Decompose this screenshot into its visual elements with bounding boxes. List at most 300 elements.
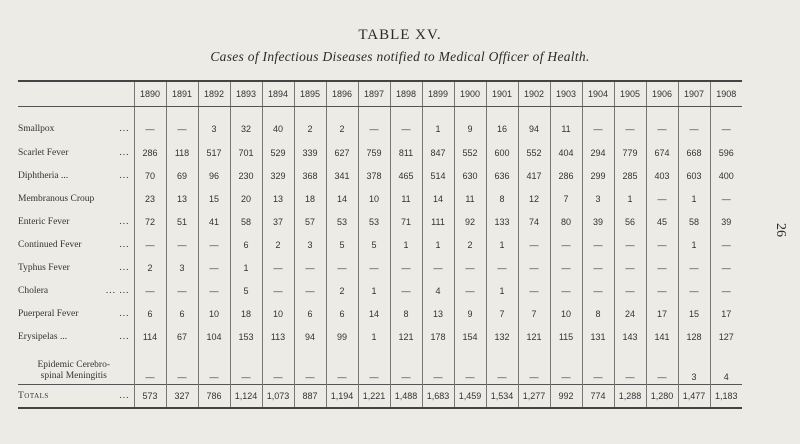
row-label [18,348,134,385]
value-cell-1891: 118 [166,141,198,164]
value-cell-1900: 9 [454,107,486,142]
row-label [18,385,134,409]
value-cell-1892: 104 [198,325,230,348]
value-cell-1900: — [454,256,486,279]
value-cell-1896: 5 [326,233,358,256]
value-cell-1891: 13 [166,187,198,210]
value-cell-1899: 13 [422,302,454,325]
row-label-text: Continued Fever [18,239,82,250]
row-label-text: Diphtheria ... [18,170,69,181]
value-cell-1899: — [422,256,454,279]
value-cell-1908: — [710,187,742,210]
value-cell-1898: — [390,348,422,385]
table-row [18,107,742,142]
value-cell-1899: 111 [422,210,454,233]
value-cell-1901: — [486,348,518,385]
value-cell-1905: — [614,279,646,302]
row-label [18,233,134,256]
value-cell-1894: 329 [262,164,294,187]
value-cell-1904: 774 [582,385,614,409]
value-cell-1904: — [582,256,614,279]
value-cell-1905: — [614,256,646,279]
value-cell-1892: 517 [198,141,230,164]
value-cell-1897: 10 [358,187,390,210]
value-cell-1905: — [614,107,646,142]
value-cell-1903: — [550,256,582,279]
header-row [18,81,742,107]
value-cell-1908: 127 [710,325,742,348]
value-cell-1892: — [198,279,230,302]
value-cell-1894: 13 [262,187,294,210]
value-cell-1908: 39 [710,210,742,233]
value-cell-1899: 14 [422,187,454,210]
value-cell-1906: — [646,348,678,385]
value-cell-1898: 811 [390,141,422,164]
row-leader-dots: ... [119,216,130,227]
year-header-1896: 1896 [326,81,358,107]
value-cell-1893: 5 [230,279,262,302]
table-row [18,141,742,164]
value-cell-1895: 6 [294,302,326,325]
value-cell-1893: 58 [230,210,262,233]
value-cell-1903: 115 [550,325,582,348]
value-cell-1891: 67 [166,325,198,348]
year-header-1891: 1891 [166,81,198,107]
row-label-text: Puerperal Fever [18,308,79,319]
value-cell-1906: 1,280 [646,385,678,409]
value-cell-1905: 24 [614,302,646,325]
value-cell-1908: 400 [710,164,742,187]
value-cell-1893: 18 [230,302,262,325]
value-cell-1902: 121 [518,325,550,348]
value-cell-1890: — [134,107,166,142]
value-cell-1907: 3 [678,348,710,385]
value-cell-1897: — [358,256,390,279]
value-cell-1905: — [614,233,646,256]
value-cell-1898: — [390,107,422,142]
value-cell-1905: — [614,348,646,385]
value-cell-1896: 53 [326,210,358,233]
value-cell-1897: 378 [358,164,390,187]
value-cell-1891: 69 [166,164,198,187]
value-cell-1898: 11 [390,187,422,210]
value-cell-1890: 72 [134,210,166,233]
value-cell-1891: 51 [166,210,198,233]
value-cell-1908: — [710,233,742,256]
value-cell-1892: — [198,256,230,279]
value-cell-1902: — [518,348,550,385]
value-cell-1897: 1,221 [358,385,390,409]
value-cell-1906: — [646,279,678,302]
value-cell-1895: 887 [294,385,326,409]
year-header-1900: 1900 [454,81,486,107]
value-cell-1906: 403 [646,164,678,187]
value-cell-1890: 2 [134,256,166,279]
value-cell-1901: 1,534 [486,385,518,409]
value-cell-1898: — [390,256,422,279]
value-cell-1894: 37 [262,210,294,233]
value-cell-1905: 285 [614,164,646,187]
row-label [18,107,134,142]
value-cell-1891: — [166,107,198,142]
page-number: 26 [773,223,788,237]
value-cell-1894: — [262,256,294,279]
value-cell-1892: — [198,348,230,385]
value-cell-1895: 18 [294,187,326,210]
value-cell-1907: 1 [678,187,710,210]
table-row [18,348,742,385]
value-cell-1907: 58 [678,210,710,233]
value-cell-1902: — [518,279,550,302]
value-cell-1901: 133 [486,210,518,233]
table-row [18,385,742,409]
value-cell-1908: 4 [710,348,742,385]
row-leader-dots: ... [119,124,130,134]
value-cell-1901: 636 [486,164,518,187]
value-cell-1896: 627 [326,141,358,164]
value-cell-1900: 154 [454,325,486,348]
row-leader-dots: ... [119,147,130,158]
value-cell-1905: 143 [614,325,646,348]
value-cell-1900: 9 [454,302,486,325]
value-cell-1896: 14 [326,187,358,210]
value-cell-1900: — [454,348,486,385]
value-cell-1894: — [262,348,294,385]
value-cell-1905: 56 [614,210,646,233]
year-header-1901: 1901 [486,81,518,107]
value-cell-1890: — [134,279,166,302]
value-cell-1899: 4 [422,279,454,302]
value-cell-1890: 23 [134,187,166,210]
value-cell-1896: 99 [326,325,358,348]
value-cell-1897: 14 [358,302,390,325]
value-cell-1904: 8 [582,302,614,325]
value-cell-1906: 45 [646,210,678,233]
value-cell-1894: 40 [262,107,294,142]
value-cell-1904: 299 [582,164,614,187]
infectious-diseases-table [18,80,742,409]
value-cell-1897: 1 [358,279,390,302]
row-leader-dots: ... [119,170,130,181]
value-cell-1899: 178 [422,325,454,348]
value-cell-1894: 1,073 [262,385,294,409]
value-cell-1899: 1 [422,107,454,142]
year-header-1894: 1894 [262,81,294,107]
row-leader-dots: ... [119,239,130,250]
value-cell-1906: — [646,187,678,210]
value-cell-1903: 404 [550,141,582,164]
value-cell-1898: 121 [390,325,422,348]
row-label-text: Totals [18,391,49,401]
year-header-1903: 1903 [550,81,582,107]
value-cell-1905: 779 [614,141,646,164]
value-cell-1904: — [582,279,614,302]
value-cell-1902: 7 [518,302,550,325]
value-cell-1892: 10 [198,302,230,325]
value-cell-1895: 339 [294,141,326,164]
value-cell-1894: 113 [262,325,294,348]
row-leader-dots: ... [119,262,130,273]
value-cell-1901: — [486,256,518,279]
year-header-1890: 1890 [134,81,166,107]
value-cell-1898: — [390,279,422,302]
value-cell-1899: 1,683 [422,385,454,409]
value-cell-1894: 2 [262,233,294,256]
value-cell-1900: 552 [454,141,486,164]
year-header-1908: 1908 [710,81,742,107]
value-cell-1891: 327 [166,385,198,409]
value-cell-1894: 529 [262,141,294,164]
value-cell-1893: 20 [230,187,262,210]
value-cell-1893: 230 [230,164,262,187]
value-cell-1908: — [710,279,742,302]
value-cell-1893: 1,124 [230,385,262,409]
value-cell-1895: — [294,348,326,385]
value-cell-1906: 17 [646,302,678,325]
value-cell-1904: 3 [582,187,614,210]
value-cell-1907: 603 [678,164,710,187]
table-subtitle: Cases of Infectious Diseases notified to Medical Officer of Health. [210,49,590,64]
value-cell-1890: 114 [134,325,166,348]
row-label-text: Cholera [18,285,49,296]
value-cell-1894: — [262,279,294,302]
value-cell-1891: 3 [166,256,198,279]
row-label [18,141,134,164]
year-header-1895: 1895 [294,81,326,107]
value-cell-1904: 131 [582,325,614,348]
value-cell-1890: 70 [134,164,166,187]
value-cell-1895: 368 [294,164,326,187]
value-cell-1900: — [454,279,486,302]
value-cell-1902: 74 [518,210,550,233]
value-cell-1900: 2 [454,233,486,256]
row-label-text: Membranous Croup [18,193,95,204]
value-cell-1901: 1 [486,279,518,302]
value-cell-1890: — [134,348,166,385]
value-cell-1898: 465 [390,164,422,187]
value-cell-1906: 141 [646,325,678,348]
value-cell-1901: 132 [486,325,518,348]
value-cell-1901: 600 [486,141,518,164]
value-cell-1893: 32 [230,107,262,142]
value-cell-1905: 1,288 [614,385,646,409]
value-cell-1904: — [582,348,614,385]
year-header-1904: 1904 [582,81,614,107]
row-label [18,187,134,210]
value-cell-1906: — [646,256,678,279]
value-cell-1895: 57 [294,210,326,233]
value-cell-1898: 8 [390,302,422,325]
row-label [18,256,134,279]
row-leader-dots: ... [119,391,130,401]
value-cell-1902: 552 [518,141,550,164]
value-cell-1904: 39 [582,210,614,233]
value-cell-1903: — [550,348,582,385]
value-cell-1897: — [358,348,390,385]
value-cell-1907: 128 [678,325,710,348]
value-cell-1906: 674 [646,141,678,164]
value-cell-1907: 1,477 [678,385,710,409]
value-cell-1908: — [710,256,742,279]
value-cell-1902: — [518,233,550,256]
row-label [18,325,134,348]
value-cell-1903: 80 [550,210,582,233]
year-header-1893: 1893 [230,81,262,107]
value-cell-1903: — [550,279,582,302]
value-cell-1901: 16 [486,107,518,142]
year-header-1906: 1906 [646,81,678,107]
value-cell-1890: 573 [134,385,166,409]
value-cell-1908: 1,183 [710,385,742,409]
value-cell-1903: 286 [550,164,582,187]
value-cell-1901: 7 [486,302,518,325]
value-cell-1892: — [198,233,230,256]
value-cell-1899: 847 [422,141,454,164]
value-cell-1898: 71 [390,210,422,233]
table-row [18,279,742,302]
year-header-1899: 1899 [422,81,454,107]
value-cell-1902: 1,277 [518,385,550,409]
row-label-text: Scarlet Fever [18,147,69,158]
value-cell-1903: 10 [550,302,582,325]
value-cell-1891: 6 [166,302,198,325]
value-cell-1897: 1 [358,325,390,348]
value-cell-1893: 153 [230,325,262,348]
value-cell-1900: 11 [454,187,486,210]
value-cell-1902: 12 [518,187,550,210]
table-row [18,302,742,325]
row-leader-dots: ... ... [105,285,130,296]
year-header-1907: 1907 [678,81,710,107]
row-leader-dots: ... [119,331,130,342]
value-cell-1894: 10 [262,302,294,325]
value-cell-1908: — [710,107,742,142]
table-row [18,325,742,348]
value-cell-1907: — [678,107,710,142]
value-cell-1896: 341 [326,164,358,187]
value-cell-1891: — [166,348,198,385]
row-label-text: Erysipelas ... [18,331,68,342]
value-cell-1901: 1 [486,233,518,256]
row-label [18,164,134,187]
value-cell-1898: 1,488 [390,385,422,409]
value-cell-1907: — [678,256,710,279]
value-cell-1895: — [294,256,326,279]
value-cell-1893: 6 [230,233,262,256]
value-cell-1897: 759 [358,141,390,164]
row-label-line: spinal Meningitis [40,371,107,381]
value-cell-1895: 2 [294,107,326,142]
value-cell-1904: — [582,233,614,256]
value-cell-1895: — [294,279,326,302]
table-row [18,187,742,210]
value-cell-1900: 630 [454,164,486,187]
row-label-line: Epidemic Cerebro- [37,360,111,370]
year-header-1897: 1897 [358,81,390,107]
year-header-1892: 1892 [198,81,230,107]
value-cell-1897: 53 [358,210,390,233]
row-label-text: Enteric Fever [18,216,70,227]
value-cell-1899: 514 [422,164,454,187]
value-cell-1903: 7 [550,187,582,210]
value-cell-1907: 668 [678,141,710,164]
value-cell-1908: 17 [710,302,742,325]
value-cell-1901: 8 [486,187,518,210]
value-cell-1906: — [646,233,678,256]
value-cell-1907: — [678,279,710,302]
value-cell-1892: 15 [198,187,230,210]
value-cell-1893: — [230,348,262,385]
value-cell-1890: 6 [134,302,166,325]
value-cell-1902: 417 [518,164,550,187]
table-row [18,256,742,279]
value-cell-1897: 5 [358,233,390,256]
value-cell-1892: 786 [198,385,230,409]
row-label-text: Typhus Fever [18,262,70,273]
value-cell-1900: 92 [454,210,486,233]
header-label-cell [18,81,134,107]
year-header-1905: 1905 [614,81,646,107]
value-cell-1903: 992 [550,385,582,409]
value-cell-1890: — [134,233,166,256]
value-cell-1892: 96 [198,164,230,187]
value-cell-1892: 3 [198,107,230,142]
value-cell-1896: 1,194 [326,385,358,409]
value-cell-1896: 6 [326,302,358,325]
year-header-1898: 1898 [390,81,422,107]
value-cell-1891: — [166,279,198,302]
value-cell-1906: — [646,107,678,142]
value-cell-1896: 2 [326,107,358,142]
year-header-1902: 1902 [518,81,550,107]
value-cell-1903: 11 [550,107,582,142]
value-cell-1890: 286 [134,141,166,164]
table-row [18,164,742,187]
value-cell-1899: 1 [422,233,454,256]
value-cell-1902: — [518,256,550,279]
value-cell-1896: 2 [326,279,358,302]
value-cell-1907: 1 [678,233,710,256]
value-cell-1896: — [326,348,358,385]
value-cell-1908: 596 [710,141,742,164]
value-cell-1893: 1 [230,256,262,279]
value-cell-1904: — [582,107,614,142]
row-label [18,302,134,325]
row-label [18,210,134,233]
row-label [18,279,134,302]
table-row [18,210,742,233]
row-leader-dots: ... [119,308,130,319]
value-cell-1907: 15 [678,302,710,325]
value-cell-1895: 3 [294,233,326,256]
value-cell-1900: 1,459 [454,385,486,409]
value-cell-1899: — [422,348,454,385]
value-cell-1905: 1 [614,187,646,210]
row-label-text: Smallpox [18,124,55,134]
table-row [18,233,742,256]
value-cell-1903: — [550,233,582,256]
value-cell-1895: 94 [294,325,326,348]
value-cell-1904: 294 [582,141,614,164]
value-cell-1897: — [358,107,390,142]
value-cell-1896: — [326,256,358,279]
table-title: TABLE XV. [358,27,442,43]
value-cell-1902: 94 [518,107,550,142]
value-cell-1892: 41 [198,210,230,233]
value-cell-1891: — [166,233,198,256]
value-cell-1898: 1 [390,233,422,256]
value-cell-1893: 701 [230,141,262,164]
